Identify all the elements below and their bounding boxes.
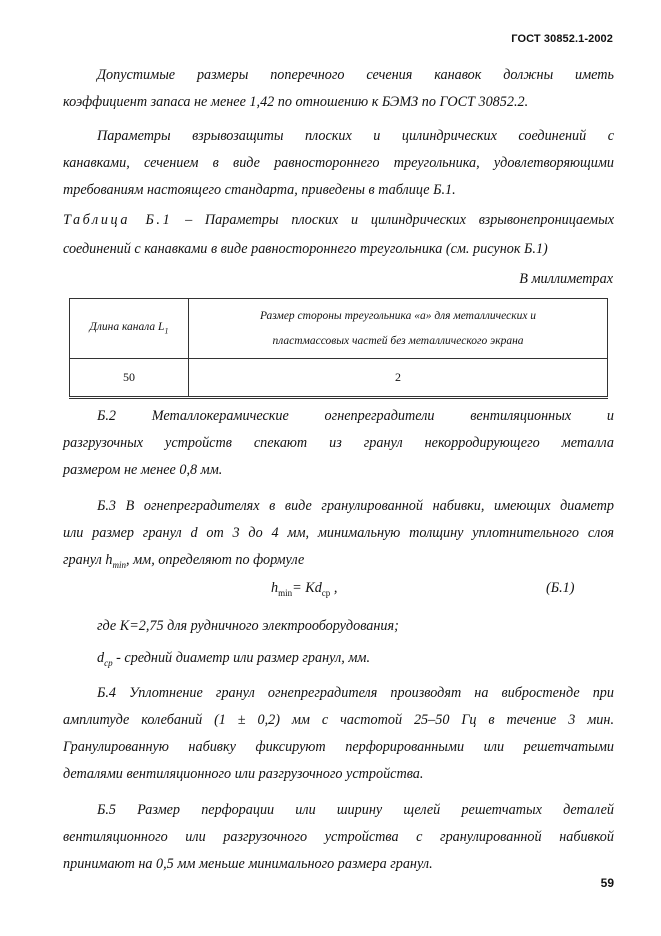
text-line: канавками, сечением в виде равностороннего треугольника, удовлетворяющими (63, 155, 614, 171)
paragraph-b5 (63, 797, 614, 878)
text-line: где K=2,75 для рудничного электрооборудования; (97, 618, 399, 634)
text-fragment: , мм, определяют по формуле (126, 552, 305, 568)
column-header-line: Размер стороны треугольника «a» для металлических и (259, 309, 537, 322)
subscript: ср (104, 657, 113, 668)
text-line: требованиям настоящего стандарта, приведены в таблице Б.1. (63, 182, 456, 198)
formula-lhs-sub: min (278, 587, 293, 598)
paragraph-b3 (63, 493, 614, 579)
formula-rhs-sub: ср (321, 587, 331, 598)
paragraph-explosion-params (63, 123, 614, 204)
text-line (63, 645, 614, 677)
text-line: принимают на 0,5 мм меньше минимального размера гранул. (63, 856, 433, 872)
text-line: или размер гранул d от 3 до 4 мм, минимальную толщину уплотнительного слоя (63, 525, 614, 541)
paragraph-groove-margin (63, 62, 614, 116)
text-line: Гранулированную набивку фиксируют перфорированными или решетчатыми (63, 739, 614, 755)
text-line (63, 547, 614, 579)
table-header-row (70, 299, 608, 359)
text-line: Параметры взрывозащиты плоских и цилиндрических соединений с (97, 128, 614, 144)
text-line: Допустимые размеры поперечного сечения канавок должны иметь (97, 67, 614, 83)
column-header-length-sub: 1 (164, 326, 169, 336)
text-line: Б.3 В огнепреградителях в виде гранулированной набивки, имеющих диаметр (97, 498, 614, 514)
column-header-line: пластмассовых частей без металлического экрана (272, 334, 524, 347)
formula-lhs: h (271, 580, 279, 596)
subscript: min (112, 559, 127, 570)
table-label: Таблица Б.1 (63, 212, 173, 228)
text-line: размером не менее 0,8 мм. (63, 462, 223, 478)
page-number: 59 (600, 876, 614, 890)
paragraph-b4 (63, 680, 614, 788)
parameters-table (69, 298, 608, 399)
column-header-length-text: Длина канала L (89, 321, 165, 334)
text-line: амплитуде колебаний (1 ± 0,2) мм с частотой 25–50 Гц в течение 3 мин. (63, 712, 614, 728)
table-caption (63, 206, 614, 264)
formula-legend (63, 613, 614, 677)
table-cell-triangle-side: 2 (189, 359, 608, 398)
formula-tail: , (330, 580, 338, 596)
table-cell-length: 50 (70, 359, 189, 398)
text-line: разгрузочных устройств спекают из гранул некорродирующего металла (63, 435, 614, 451)
table-row (70, 359, 608, 398)
text-fragment: d (97, 650, 105, 666)
table-caption-title: – Параметры плоских и цилиндрических взрывонепроницаемых (185, 212, 614, 228)
column-header-length (70, 299, 189, 359)
formula-number: (Б.1) (546, 580, 575, 596)
units-note: В миллиметрах (519, 271, 613, 287)
text-line: Б.2 Металлокерамические огнепреградители вентиляционных и (97, 408, 614, 424)
text-line: вентиляционного или разгрузочного устройства с гранулированной набивкой (63, 829, 614, 845)
text-line: Б.4 Уплотнение гранул огнепреградителя производят на вибростенде при (97, 685, 614, 701)
table-caption-line (63, 206, 614, 235)
text-fragment: - средний диаметр или размер гранул, мм. (112, 650, 371, 666)
paragraph-b2 (63, 403, 614, 484)
text-line: деталями вентиляционного или разгрузочного устройства. (63, 766, 424, 782)
text-fragment: гранул h (63, 552, 113, 568)
document-header: ГОСТ 30852.1-2002 (511, 33, 613, 45)
column-header-triangle-side (189, 299, 608, 359)
text-line: Б.5 Размер перфорации или ширину щелей решетчатых деталей (97, 802, 614, 818)
text-line: коэффициент запаса не менее 1,42 по отношению к БЭМЗ по ГОСТ 30852.2. (63, 94, 529, 110)
formula-rhs: = Kd (292, 580, 322, 596)
table-caption-line: соединений с канавками в виде равностороннего треугольника (см. рисунок Б.1) (63, 241, 548, 257)
formula-b1 (271, 580, 337, 598)
